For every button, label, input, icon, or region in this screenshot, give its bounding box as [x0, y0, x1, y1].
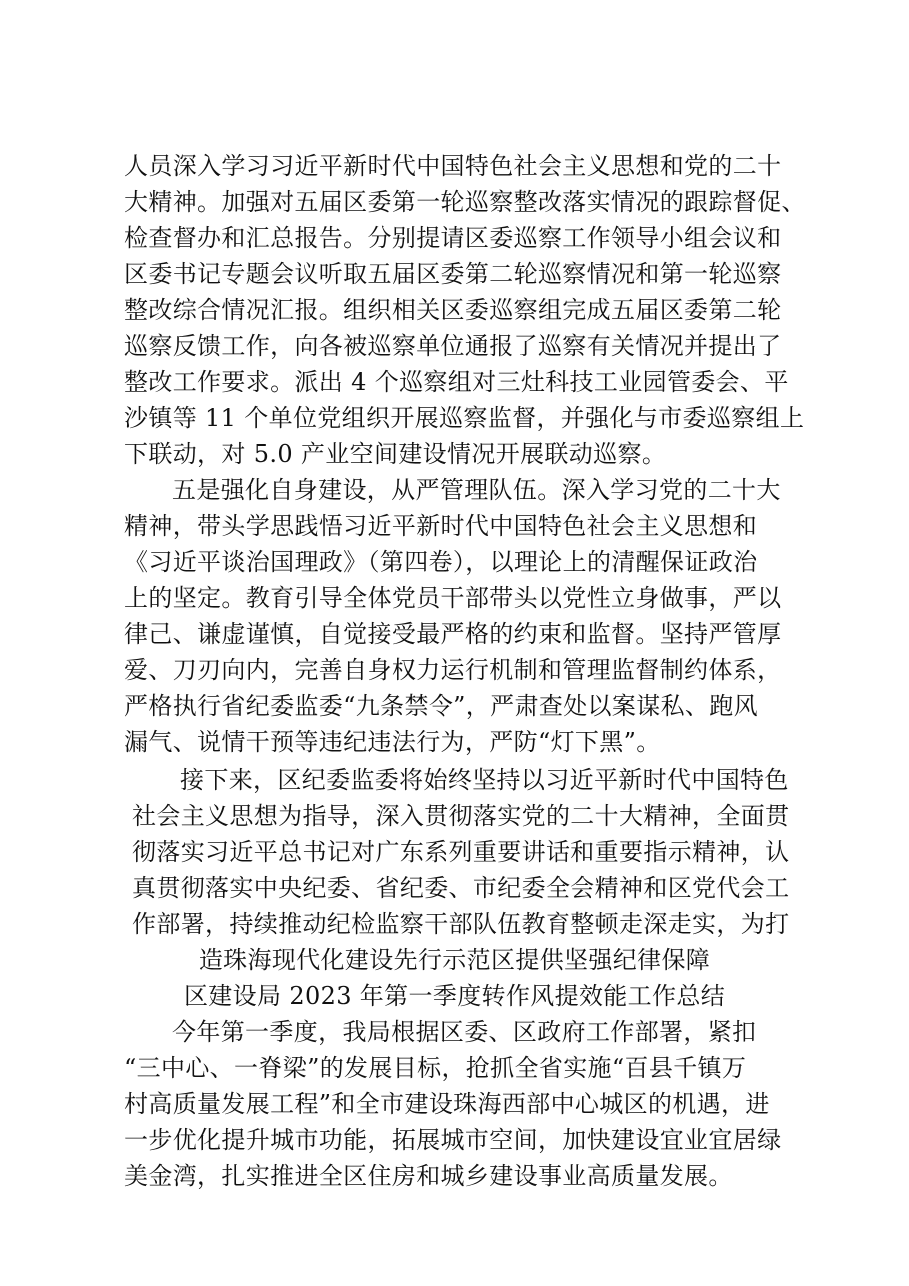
- paragraph-line: 社会主义思想为指导，深入贯彻落实党的二十大精神，全面贯: [132, 802, 790, 830]
- paragraph-line: 精神，带头学思践悟习近平新时代中国特色社会主义思想和: [124, 512, 758, 540]
- paragraph-line: 《习近平谈治国理政》（第四卷），以理论上的清醒保证政治: [124, 548, 758, 576]
- paragraph-line: 村高质量发展工程”和全市建设珠海西部中心城区的机遇，进: [124, 1090, 770, 1118]
- paragraph-line: 爱、刀刃向内，完善自身权力运行机制和管理监督制约体系，: [124, 656, 782, 684]
- section-title: 区建设局 2023 年第一季度转作风提效能工作总结: [183, 982, 726, 1010]
- paragraph-line: 大精神。加强对五届区委第一轮巡察整改落实情况的跟踪督促、: [124, 188, 806, 216]
- paragraph-line: 造珠海现代化建设先行示范区提供坚强纪律保障: [198, 946, 711, 974]
- paragraph-line: 整改综合情况汇报。组织相关区委巡察组完成五届区委第二轮: [124, 296, 782, 324]
- paragraph-line: 五是强化自身建设，从严管理队伍。深入学习党的二十大: [172, 476, 781, 504]
- paragraph-line: 严格执行省纪委监委“九条禁令”，严肃查处以案谋私、跑风: [124, 692, 758, 720]
- paragraph-line: “三中心、一脊梁”的发展目标，抢抓全省实施“百县千镇万: [124, 1054, 747, 1082]
- paragraph-line: 律己、谦虚谨慎，自觉接受最严格的约束和监督。坚持严管厚: [124, 620, 782, 648]
- paragraph-line: 今年第一季度，我局根据区委、区政府工作部署，紧扣: [172, 1018, 757, 1046]
- paragraph-line: 下联动，对 5.0 产业空间建设情况开展联动巡察。: [124, 440, 667, 468]
- paragraph-line: 作部署，持续推动纪检监察干部队伍教育整顿走深走实，为打: [132, 910, 790, 938]
- paragraph-line: 真贯彻落实中央纪委、省纪委、市纪委全会精神和区党代会工: [132, 874, 790, 902]
- paragraph-line: 上的坚定。教育引导全体党员干部带头以党性立身做事，严以: [124, 584, 782, 612]
- paragraph-line: 沙镇等 11 个单位党组织开展巡察监督，并强化与市委巡察组上: [124, 404, 805, 432]
- paragraph-line: 漏气、说情干预等违纪违法行为，严防“灯下黑”。: [124, 728, 661, 756]
- paragraph-line: 区委书记专题会议听取五届区委第二轮巡察情况和第一轮巡察: [124, 260, 782, 288]
- paragraph-line: 整改工作要求。派出 4 个巡察组对三灶科技工业园管委会、平: [124, 368, 789, 396]
- paragraph-line: 巡察反馈工作，向各被巡察单位通报了巡察有关情况并提出了: [124, 332, 782, 360]
- paragraph-line: 一步优化提升城市功能，拓展城市空间，加快建设宜业宜居绿: [124, 1126, 782, 1154]
- paragraph-line: 接下来，区纪委监委将始终坚持以习近平新时代中国特色: [180, 766, 789, 794]
- paragraph-line: 彻落实习近平总书记对广东系列重要讲话和重要指示精神，认: [132, 838, 790, 866]
- paragraph-line: 人员深入学习习近平新时代中国特色社会主义思想和党的二十: [124, 152, 782, 180]
- paragraph-line: 检查督办和汇总报告。分别提请区委巡察工作领导小组会议和: [124, 224, 782, 252]
- paragraph-line: 美金湾，扎实推进全区住房和城乡建设事业高质量发展。: [124, 1162, 733, 1190]
